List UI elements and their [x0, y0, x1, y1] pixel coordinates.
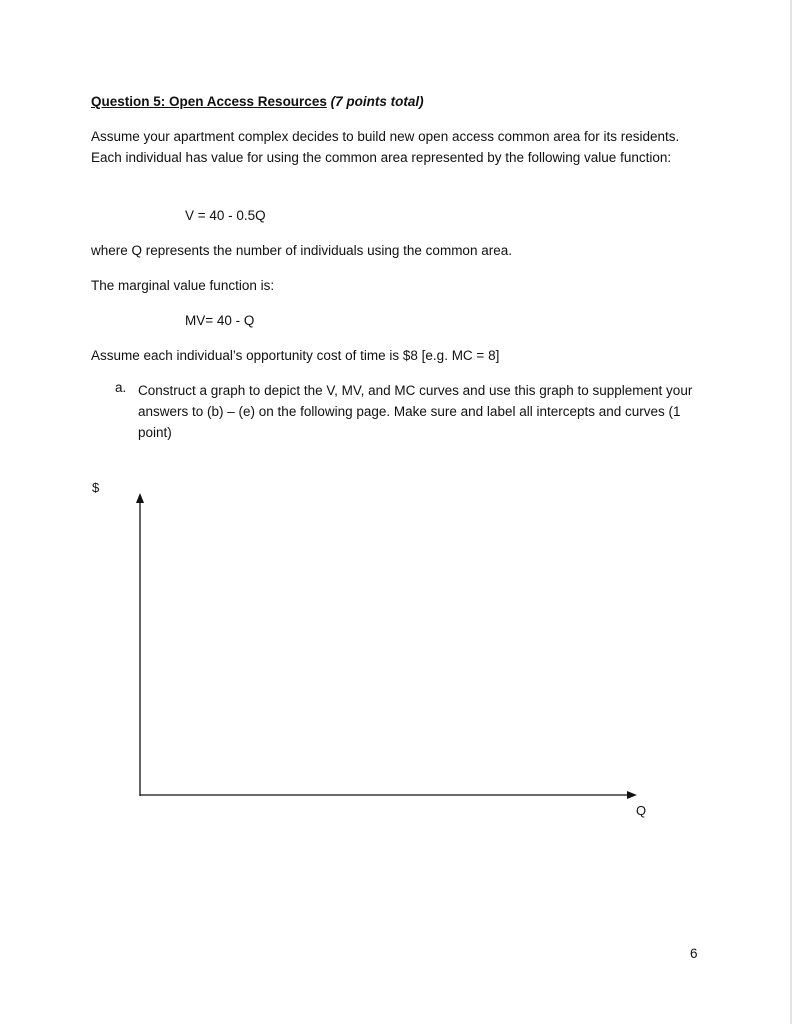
- question-points: (7 points total): [330, 94, 424, 109]
- part-a-marker: a.: [115, 380, 127, 395]
- part-a-text: Construct a graph to depict the V, MV, and MC curves and use this graph to supplement your answers to (b) – (e) on the following page. Make sure and label all intercepts and curves (1 point): [138, 383, 693, 440]
- x-axis-arrow: [627, 791, 637, 799]
- intro-paragraph: Assume your apartment complex decides to build new open access common area for its residents. Each individual has value for using the common area represented by the following value function:: [91, 129, 680, 165]
- y-axis-arrow: [136, 493, 144, 503]
- question-title: Question 5: Open Access Resources: [91, 94, 327, 109]
- value-function: V = 40 - 0.5Q: [185, 208, 266, 223]
- opportunity-cost: Assume each individual’s opportunity cost of time is $8 [e.g. MC = 8]: [91, 348, 500, 363]
- y-axis-label: $: [92, 480, 100, 495]
- x-axis-label: Q: [636, 803, 647, 818]
- page-number: 6: [690, 946, 698, 961]
- marginal-intro: The marginal value function is:: [91, 278, 275, 293]
- q-definition: where Q represents the number of individuals using the common area.: [91, 243, 512, 258]
- marginal-value-function: MV= 40 - Q: [185, 313, 255, 328]
